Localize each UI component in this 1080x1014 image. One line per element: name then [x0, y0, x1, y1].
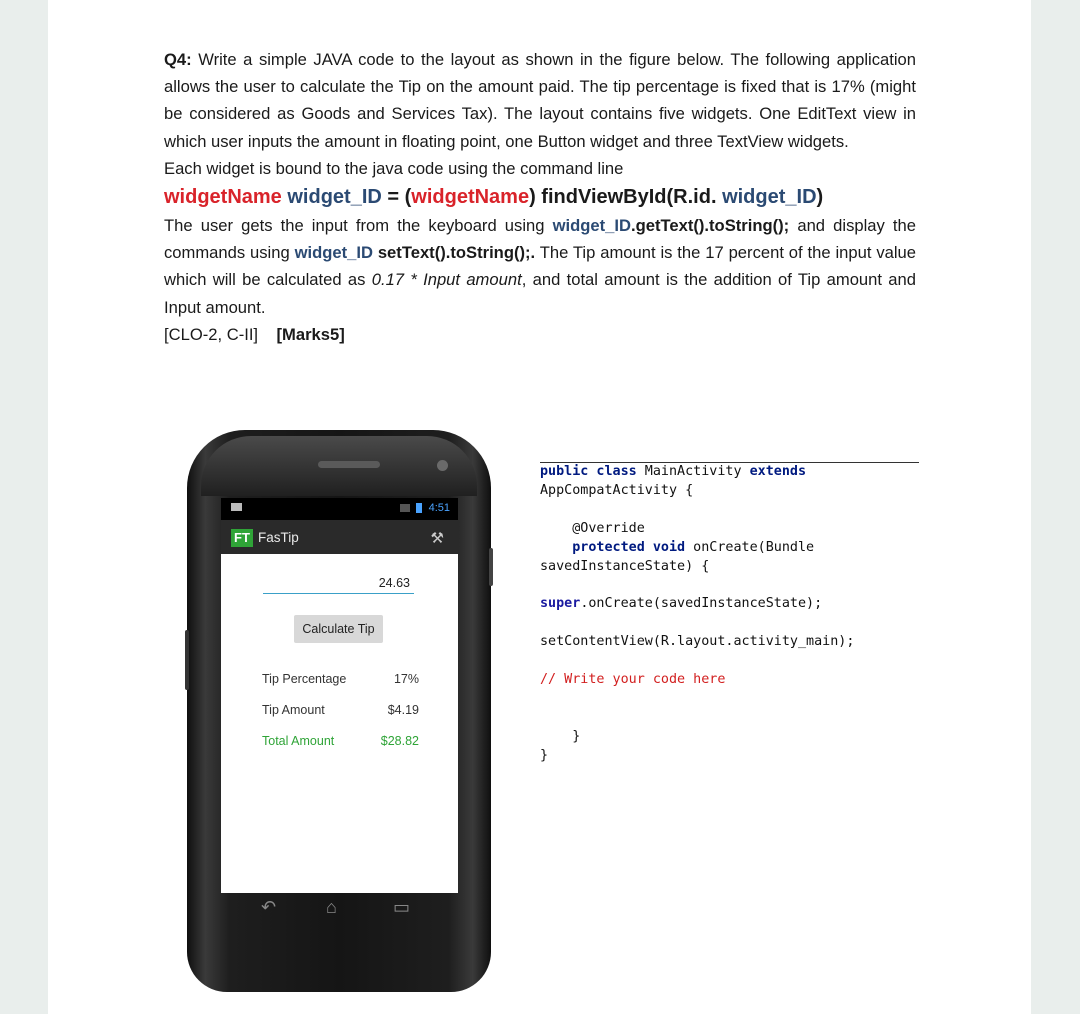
- question-paragraph-3: The user gets the input from the keyboard using widget_ID.getText().toString(); and display the commands using widget_ID setText().toString();. The Tip amount is the 17 percent of the input value which will be calculated as 0.17 * Input amount, and total amount is the addition of Tip amount and Input amount.: [164, 216, 916, 317]
- question-paragraph-2: Each widget is bound to the java code using the command line: [164, 158, 624, 178]
- battery-icon: [416, 503, 422, 513]
- speaker-grille: [318, 461, 380, 468]
- total-amount-row: Total Amount $28.82: [262, 734, 419, 748]
- volume-button: [489, 548, 493, 586]
- home-icon[interactable]: ⌂: [326, 897, 337, 917]
- tip-amount-row: Tip Amount $4.19: [262, 703, 419, 717]
- phone-screen: [221, 498, 458, 893]
- nav-bar: [221, 897, 458, 927]
- mail-icon: [231, 503, 242, 511]
- app-logo: FT: [231, 529, 253, 547]
- calculate-tip-button[interactable]: Calculate Tip: [294, 615, 383, 643]
- amount-input[interactable]: 24.63: [263, 576, 414, 594]
- question-label: Q4:: [164, 50, 192, 69]
- question-paragraph-1: Write a simple JAVA code to the layout as shown in the figure below. The following application allows the user to calculate the Tip on the amount paid. The tip percentage is fixed that is 17% (might be considered as Goods and Services Tax). The layout contains five widgets. One EditText view in which user inputs the amount in floating point, one Button widget and three TextView widgets.: [164, 50, 916, 151]
- wrench-icon[interactable]: ⚒: [430, 530, 444, 547]
- back-icon[interactable]: ↶: [261, 897, 277, 917]
- status-bar: [221, 498, 458, 520]
- status-time: 4:51: [428, 502, 450, 514]
- document-page: [48, 0, 1031, 1014]
- action-bar: [221, 520, 458, 554]
- marks-line: [CLO-2, C-II] [Marks5]: [164, 324, 345, 344]
- tip-percentage-row: Tip Percentage 17%: [262, 672, 419, 686]
- command-line: widgetName widget_ID = (widgetName) findViewById(R.id. widget_ID): [164, 186, 824, 209]
- app-title: FasTip: [258, 530, 299, 545]
- question-text: [164, 46, 916, 348]
- signal-icon: [400, 504, 410, 512]
- phone-image: [187, 430, 491, 992]
- recents-icon[interactable]: ▭: [393, 897, 411, 917]
- code-listing: public class MainActivity extends AppCompatActivity { @Override protected void onCreate(Bundle savedInstanceState) { super.onCreate(savedInstanceState); setContentView(R.layout.activity_main); // Write your code here } }: [540, 462, 919, 766]
- camera-icon: [437, 460, 448, 471]
